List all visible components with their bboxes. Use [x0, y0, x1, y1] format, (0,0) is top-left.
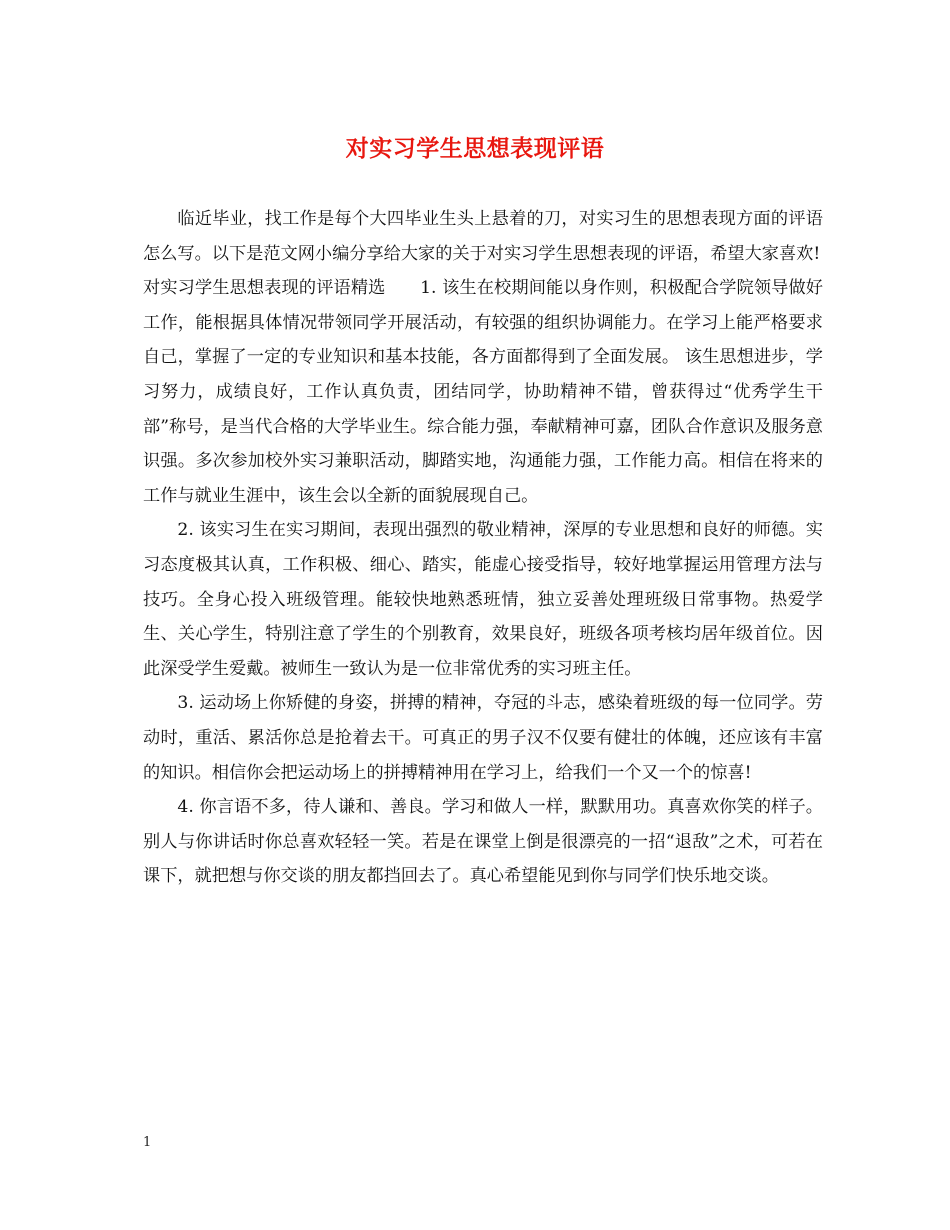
page-number: 1 — [143, 1135, 152, 1150]
paragraph-2: 2. 该实习生在实习期间，表现出强烈的敬业精神，深厚的专业思想和良好的师德。实习态度极其认真，工作积极、细心、踏实，能虚心接受指导，较好地掌握运用管理方法与技巧。全身心投入班级管理。能较快地熟悉班情，独立妥善处理班级日常事物。热爱学生、关心学生，特别注意了学生的个别教育，效果良好，班级各项考核均居年级首位。因此深受学生爱戴。被师生一致认为是一位非常优秀的实习班主任。 — [143, 520, 823, 679]
section-paragraph-1: 对实习学生思想表现的评语精选 1. 该生在校期间能以身作则，积极配合学院领导做好工作，能根据具体情况带领同学开展活动，有较强的组织协调能力。在学习上能严格要求自己，掌握了一定的专业知识和基本技能，各方面都得到了全面发展。 该生思想进步，学习努力，成绩良好，工作认真负责，团结同学，协助精神不错，曾获得过“优秀学生干部”称号，是当代合格的大学毕业生。综合能力强，奉献精神可嘉，团队合作意识及服务意识强。多次参加校外实习兼职活动，脚踏实地，沟通能力强，工作能力高。相信在将来的工作与就业生涯中，该生会以全新的面貌展现自己。 — [143, 278, 823, 506]
paragraph-4: 4. 你言语不多，待人谦和、善良。学习和做人一样，默默用功。真喜欢你笑的样子。别人与你讲话时你总喜欢轻轻一笑。若是在课堂上倒是很漂亮的一招“退敌”之术，可若在课下，就把想与你交谈的朋友都挡回去了。真心希望能见到你与同学们快乐地交谈。 — [143, 797, 823, 887]
document-title: 对实习学生思想表现评语 — [345, 135, 605, 162]
paragraph-3: 3. 运动场上你矫健的身姿，拼搏的精神，夺冠的斗志，感染着班级的每一位同学。劳动时，重活、累活你总是抢着去干。可真正的男子汉不仅要有健壮的体魄，还应该有丰富的知识。相信你会把运动场上的拼搏精神用在学习上，给我们一个又一个的惊喜! — [143, 693, 823, 783]
intro-paragraph: 临近毕业，找工作是每个大四毕业生头上悬着的刀，对实习生的思想表现方面的评语怎么写。以下是范文网小编分享给大家的关于对实习学生思想表现的评语，希望大家喜欢! — [143, 209, 823, 264]
document-body — [143, 202, 823, 894]
